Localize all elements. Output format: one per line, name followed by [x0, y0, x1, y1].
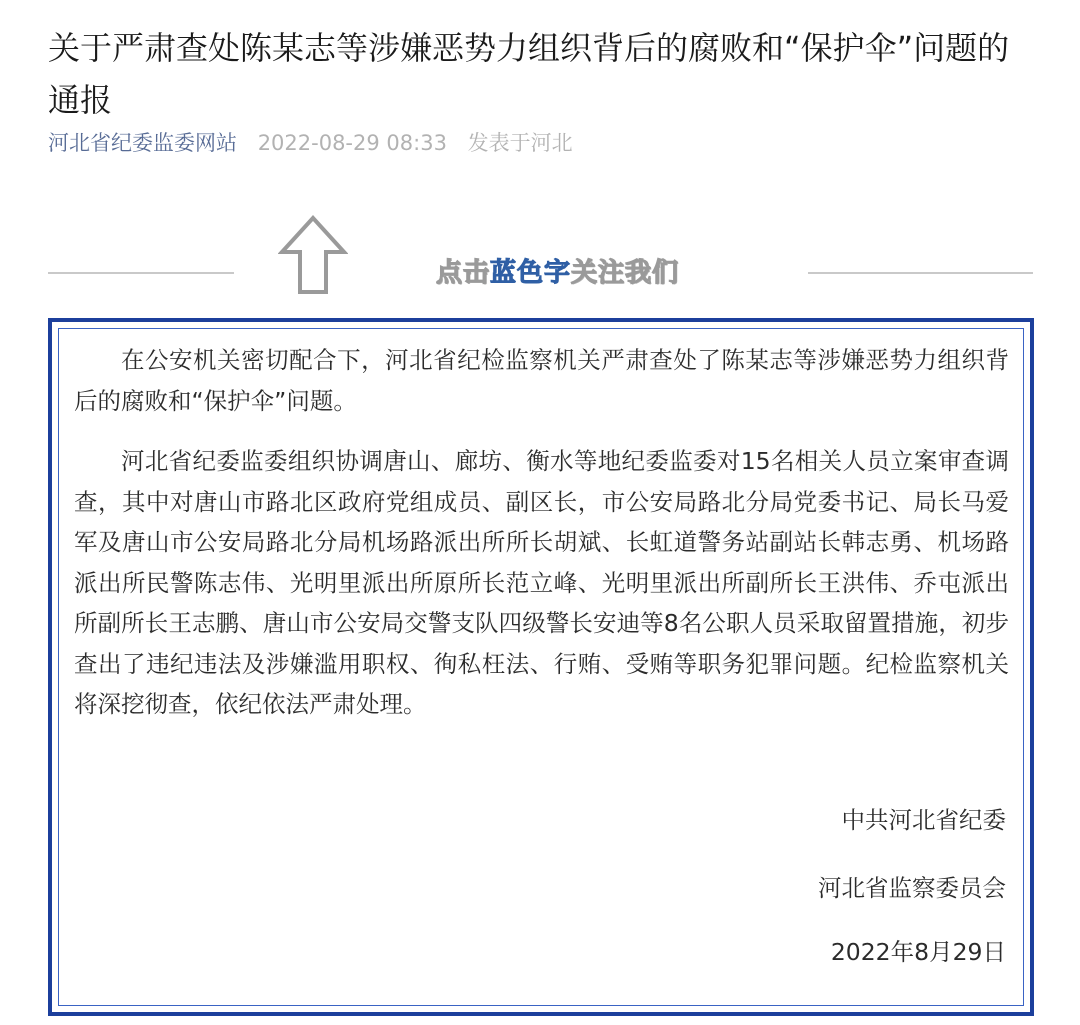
banner-divider-right	[808, 272, 1033, 274]
article-title: 关于严肃查处陈某志等涉嫌恶势力组织背后的腐败和“保护伞”问题的通报	[48, 29, 1010, 119]
publish-time: 2022-08-29 08:33	[257, 131, 447, 155]
notice-date: 2022年8月29日	[830, 938, 1006, 966]
notice-frame	[48, 318, 1034, 1016]
notice-body	[74, 340, 1009, 725]
follow-text-highlight: 蓝色字	[490, 258, 572, 288]
account-name-link[interactable]: 河北省纪委监委网站	[48, 131, 237, 155]
follow-text-prefix: 点击	[436, 258, 491, 288]
follow-us-text	[436, 252, 679, 289]
follow-text-suffix: 关注我们	[571, 258, 680, 288]
banner-divider-left	[48, 272, 234, 274]
notice-paragraph: 在公安机关密切配合下，河北省纪检监察机关严肃查处了陈某志等涉嫌恶势力组织背后的腐败和“保护伞”问题。	[74, 346, 1009, 415]
follow-us-banner	[48, 210, 1033, 310]
signature-party-committee: 中共河北省纪委	[841, 806, 1006, 834]
article-meta	[48, 128, 573, 158]
up-arrow-icon	[278, 214, 348, 294]
publish-location: 发表于河北	[467, 131, 573, 155]
signature-supervision-commission: 河北省监察委员会	[818, 874, 1006, 902]
notice-paragraph: 河北省纪委监委组织协调唐山、廊坊、衡水等地纪委监委对15名相关人员立案审查调查，其中对唐山市路北区政府党组成员、副区长，市公安局路北分局党委书记、局长马爱军及唐山市公安局路北分局机场路派出所所长胡斌、长虹道警务站副站长韩志勇、机场路派出所民警陈志伟、光明里派出所原所长范立峰、光明里派出所副所长王洪伟、乔屯派出所副所长王志鹏、唐山市公安局交警支队四级警长安迪等8名公职人员采取留置措施，初步查出了违纪违法及涉嫌滥用职权、徇私枉法、行贿、受贿等职务犯罪问题。纪检监察机关将深挖彻查，依纪依法严肃处理。	[74, 447, 1009, 718]
